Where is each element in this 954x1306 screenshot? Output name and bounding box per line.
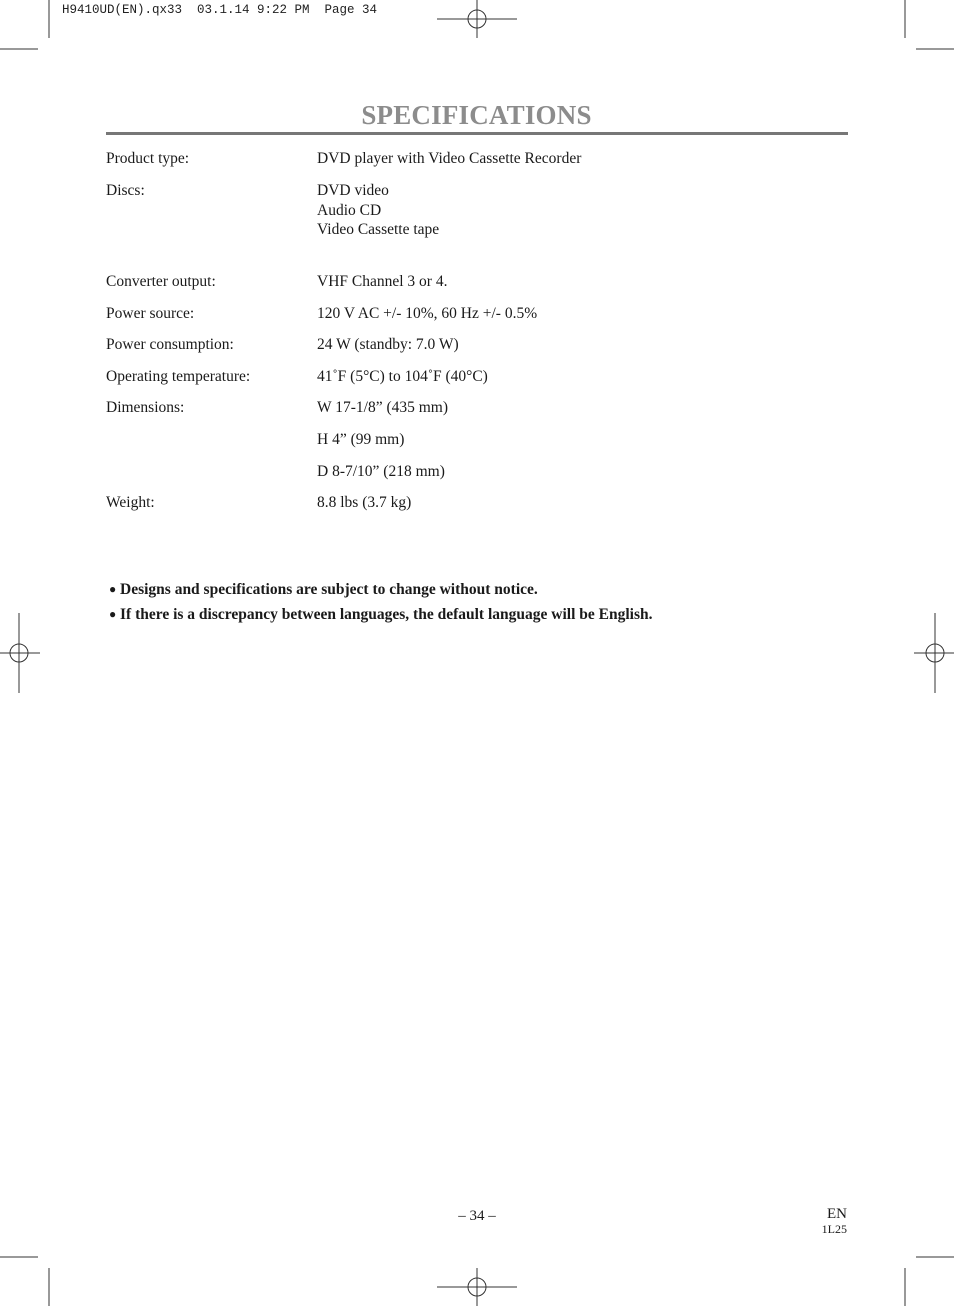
language-code: EN: [827, 1206, 847, 1222]
print-slug: H9410UD(EN).qx33 03.1.14 9:22 PM Page 34: [62, 3, 378, 17]
spec-value-line: W 17-1/8” (435 mm): [317, 399, 449, 416]
title-divider: [106, 132, 848, 135]
page-title: SPECIFICATIONS: [361, 100, 592, 130]
spec-value: [317, 367, 488, 387]
note-text: If there is a discrepancy between languages, the default language will be English.: [120, 606, 653, 623]
spec-label: Weight:: [106, 494, 155, 511]
bullet-icon: ●: [109, 582, 117, 596]
spec-value-line: 24 W (standby: 7.0 W): [317, 336, 459, 353]
spec-value-line: 8.8 lbs (3.7 kg): [317, 494, 412, 511]
spec-value-line: DVD player with Video Cassette Recorder: [317, 150, 582, 167]
spec-label: Operating temperature:: [106, 368, 251, 385]
spec-label: Converter output:: [106, 273, 216, 290]
note-text: Designs and specifications are subject to change without notice.: [120, 581, 538, 598]
spec-value: [317, 493, 411, 513]
spec-value-line: H 4” (99 mm): [317, 431, 405, 448]
note-item: [109, 581, 538, 599]
spec-value: [317, 398, 448, 418]
spec-value-line: 41˚F (5°C) to 104˚F (40°C): [317, 368, 488, 385]
page-number: – 34 –: [458, 1208, 496, 1224]
spec-value: [317, 181, 439, 240]
spec-value: [317, 304, 537, 324]
spec-value: [317, 272, 447, 292]
spec-value-line: VHF Channel 3 or 4.: [317, 273, 448, 290]
spec-value-line: DVD video: [317, 182, 389, 199]
spec-value: [317, 462, 445, 482]
spec-value-line: D 8-7/10” (218 mm): [317, 463, 445, 480]
spec-value-line: Audio CD: [317, 201, 382, 219]
spec-label: Product type:: [106, 150, 190, 167]
spec-value: [317, 335, 459, 355]
spec-value-line: 120 V AC +/- 10%, 60 Hz +/- 0.5%: [317, 305, 538, 322]
registration-mark-left: [0, 613, 40, 693]
document-code: 1L25: [821, 1222, 847, 1236]
spec-label: Power source:: [106, 305, 195, 322]
spec-value: [317, 430, 404, 450]
spec-label: Dimensions:: [106, 399, 185, 416]
spec-label: Power consumption:: [106, 336, 234, 353]
registration-mark-top: [437, 0, 517, 38]
bullet-icon: ●: [109, 607, 117, 621]
spec-value-line: Video Cassette tape: [317, 221, 440, 238]
registration-mark-right: [914, 613, 954, 693]
note-item: [109, 606, 652, 624]
spec-label: Discs:: [106, 182, 145, 199]
registration-mark-bottom: [437, 1268, 517, 1306]
spec-value: [317, 149, 581, 169]
